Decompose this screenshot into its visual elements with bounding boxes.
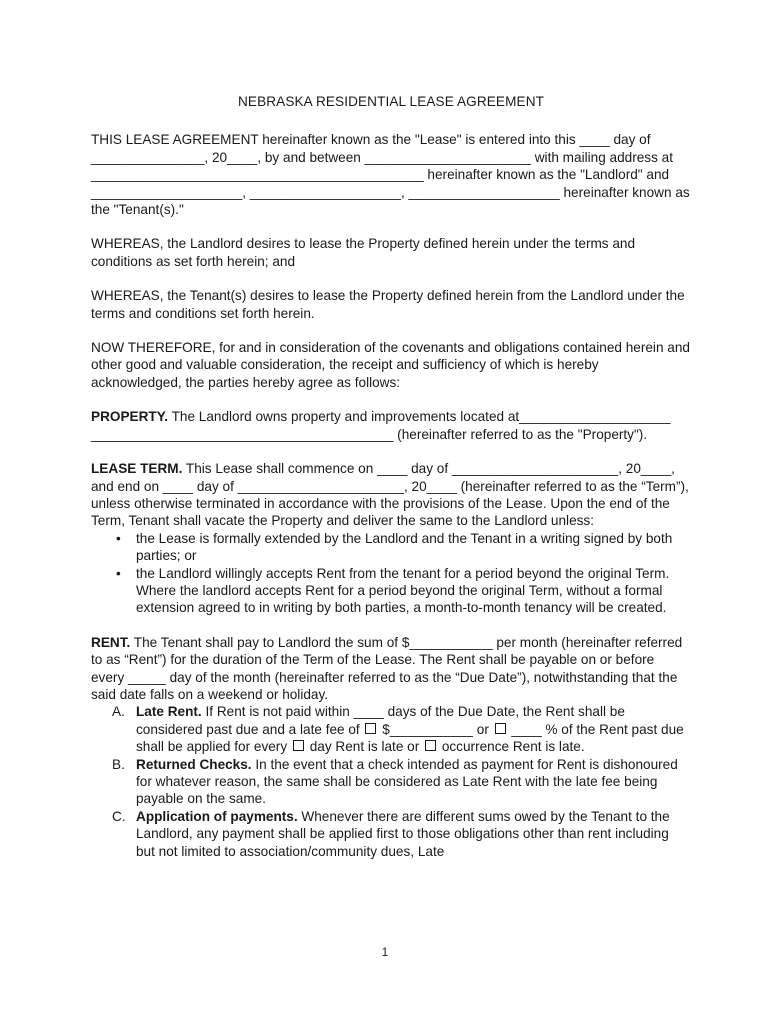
rent-section [91,634,691,860]
rent-subsection-list [91,703,691,860]
bullet-text: the Lease is formally extended by the Landlord and the Tenant in a writing signed by both parties; or [136,530,673,564]
application-of-payments-heading: Application of payments. [136,808,298,824]
document-body [91,93,691,860]
bullet-text: the Landlord willingly accepts Rent from the tenant for a period beyond the original Term. Where the landlord accepts Rent for a period beyond the original Term, without a formal extension agreed to in writing by both parties, a month-to-month tenancy will be created. [136,565,670,616]
late-rent-text: ____ % of the Rent past due shall be applied for every [136,721,684,755]
bullet-icon: • [116,530,121,546]
rent-text: The Tenant shall pay to Landlord the sum of $___________ per month (hereinafter referred to as “Rent”) for the duration of the Term of the Lease. The Rent shall be payable on or before every _____ day of the month (hereinafter referred to as the “Due Date”), notwithstanding that the said date falls on a weekend or holiday. [91,634,683,702]
late-rent-heading: Late Rent. [136,704,202,720]
list-item [91,808,691,860]
list-marker: C. [112,808,126,824]
property-section [91,408,691,443]
whereas-landlord-paragraph: WHEREAS, the Landlord desires to lease the Property defined herein under the terms and conditions as set forth herein; and [91,236,636,269]
lease-term-bullet-list [91,530,691,617]
returned-checks-heading: Returned Checks. [136,756,252,772]
bullet-icon: • [116,565,121,581]
lease-term-text: This Lease shall commence on ____ day of ______________________, 20____, and end on ____ day of ______________________, 20____ (hereinafter referred to as the “Term”), unless otherwise terminated in accordance with the provisions of the Lease. Upon the end of the Term, Tenant shall vacate the Property and deliver the same to the Landlord unless: [91,461,689,529]
checkbox-icon[interactable] [425,740,436,751]
rent-paragraph [91,634,691,704]
page-number: 1 [381,945,389,959]
list-marker: B. [112,756,125,772]
lease-term-paragraph [91,460,691,530]
list-item [91,530,691,565]
now-therefore-paragraph: NOW THEREFORE, for and in consideration of the covenants and obligations contained herein and other good and valuable consideration, the receipt and sufficiency of which is hereby acknowledged, the parties hereby agree as follows: [91,340,690,390]
list-item [91,756,691,808]
rent-heading: RENT. [91,634,131,650]
document-title: NEBRASKA RESIDENTIAL LEASE AGREEMENT [237,94,545,109]
property-text: The Landlord owns property and improvements located at____________________ ________________________________________ (hereinafter referred to as the "Property"). [91,409,671,442]
list-item [91,703,691,755]
list-item [91,565,691,617]
late-rent-text: occurrence Rent is late. [438,739,585,755]
list-marker: A. [112,704,125,720]
late-rent-text: day Rent is late or [305,739,424,755]
returned-checks-text: In the event that a check intended as payment for Rent is dishonoured for whatever reason, the same shall be considered as Late Rent with the late fee being payable on the same. [136,756,678,807]
application-of-payments-text: Whenever there are different sums owed by the Tenant to the Landlord, any payment shall be applied first to those obligations other than rent including but not limited to association/community dues, Late [136,808,670,859]
checkbox-icon[interactable] [293,740,304,751]
checkbox-icon[interactable] [495,723,506,734]
whereas-tenant-paragraph: WHEREAS, the Tenant(s) desires to lease the Property defined herein from the Landlord under the terms and conditions set forth herein. [91,288,685,321]
late-rent-text: If Rent is not paid within ____ days of the Due Date, the Rent shall be considered past due and a late fee of [136,704,625,737]
lease-term-section [91,460,691,617]
property-heading: PROPERTY. [91,409,169,425]
intro-paragraph: THIS LEASE AGREEMENT hereinafter known as the "Lease" is entered into this ____ day of _______________, 20____, by and between ______________________ with mailing address at ____________________________________________ hereinafter known as the "Landlord" and ____________________, ____________________, ____________________ hereinafter known as the "Tenant(s)." [91,132,690,218]
checkbox-icon[interactable] [365,723,376,734]
late-rent-text: $___________ or [378,721,493,737]
lease-term-heading: LEASE TERM. [91,461,183,477]
